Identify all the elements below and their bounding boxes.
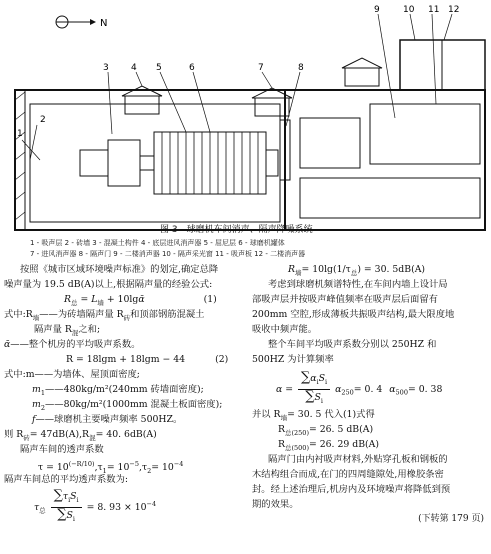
part-label: 11 [428,5,440,15]
absorber-layer [30,104,280,222]
paragraph: 期的效果。 [252,499,299,510]
lighting-window [400,40,485,90]
part-label: 12 [448,5,460,15]
paragraph: 隔声车间总的平均透声系数为: [4,474,128,485]
definition: 式中$:R_墙——$为砖墙隔声量 $R_砖$和顶部钢筋混凝土 [4,309,205,322]
paragraph: 500HZ 为计算频率 [252,354,334,365]
equation-3: $R_墙= 10\lg(1/\tau_总) = 30$. 5dB(A) [288,264,426,277]
equation-tau-avg: $\tau_总$ $\frac{\sum\tau_iS_i}{\sum S_i}$ = 8. $93 \times 10^{-4}$ [34,488,157,523]
part-label: 7 [258,63,264,73]
part-label: 10 [403,5,415,15]
part-label: 1 [17,129,23,139]
machine-room-diagram [0,0,491,235]
definition: ᾱ——整个机房的平均吸声系数。 [4,339,141,350]
paragraph: 吸收中频声能。 [252,324,318,335]
paragraph: 隔声门由内衬吸声材料,外贴穿孔板和钢板的 [268,454,448,465]
silencer-vent-right [342,58,382,86]
paragraph: 考虑到球磨机频谱特性,在车间内墙上设计局 [268,279,448,290]
equation-1: $R_总 = L_墙$ + 10lgᾱ (1) [64,294,217,307]
sound-absorbing-panels [300,104,480,218]
paragraph: 并以 $R_墙= 30$. 5 代入(1)式得 [252,409,375,422]
north-arrow-icon [56,16,96,28]
right-column [252,262,488,527]
part-label: 4 [131,63,137,73]
part-label: 8 [298,63,304,73]
equation-4: α = $\frac{\sum\alpha_iS_i}{\sum S_i}$ $\alpha_{250}= 0$. 4 $\alpha_{500}= 0$. 38 [276,370,443,405]
paragraph: 封。经上述治理后,机房内及环境噪声将降低到预 [252,484,451,495]
wall-hatch [15,90,25,230]
result-500: $R_{总(500)}= 26$. 29 dB(A) [278,439,380,452]
left-column [4,262,242,526]
definition: 式中:m——为墙体、屋顶面密度; [4,369,140,380]
definition: f——球磨机主要噪声频率 500HZ。 [32,414,183,425]
figure-legend-1: 1 - 吸声层 2 - 砖墙 3 - 混凝土构件 4 - 底层进风消声器 5 - 屈尼层 6 - 球磨机罐体 [30,239,285,247]
part-label: 5 [156,63,162,73]
paragraph: 隔声车间的透声系数 [20,444,104,455]
equation-2: R = 18lgm + 18lgm − 44 (2) [66,354,229,365]
paragraph: 按照《城市区域环境噪声标准》的划定,确定总降 [20,264,219,275]
paragraph: 部吸声层并按吸声峰值频率在吸声层后面留有 [252,294,438,305]
definition: 隔声量 $R_混$之和; [34,324,101,337]
paragraph: 整个车间平均吸声系数分别以 250HZ 和 [268,339,437,350]
equation-tau: $\tau = 10^{(-R/10)},\tau_1= 10^{-5},\tau_2= 10^{-4}$ [38,460,184,475]
ball-mill-drum [80,132,278,194]
definition: $m_1——480kg/m^2(240mm$ 砖墙面密度); [32,384,204,397]
figure-caption: 图 3 球磨机车间消声、隔声降噪系统 [160,225,313,235]
paragraph: 噪声量为 19.5 dB(A)以上,根据隔声量的经验公式: [4,279,213,290]
part-label: 6 [189,63,195,73]
north-label: N [100,18,108,29]
part-label: 9 [374,5,380,15]
paragraph: 木结构组合而成,在门的四周缝隙处,用橡胶条密 [252,469,444,480]
part-label: 3 [103,63,109,73]
result: 则 $R_砖= 47dB(A),R_混= 40$. 6dB(A) [4,429,157,442]
definition: $m_2——80kg/m^2(1000mm$ 混凝土板面密度); [32,399,223,412]
figure-legend-2: 7 - 进风消声器 8 - 隔声门 9 - 二楼消声器 10 - 隔声采光窗 11 - 吸声板 12 - 二楼消声器 [30,250,306,258]
paragraph: 200mm 空腔,形成薄板共振吸声结构,最大限度地 [252,309,455,320]
part-label: 2 [40,115,46,125]
result-250: $R_{总(250)}= 26$. 5 dB(A) [278,424,374,437]
continuation-note: (下转第 179 页) [418,514,484,524]
